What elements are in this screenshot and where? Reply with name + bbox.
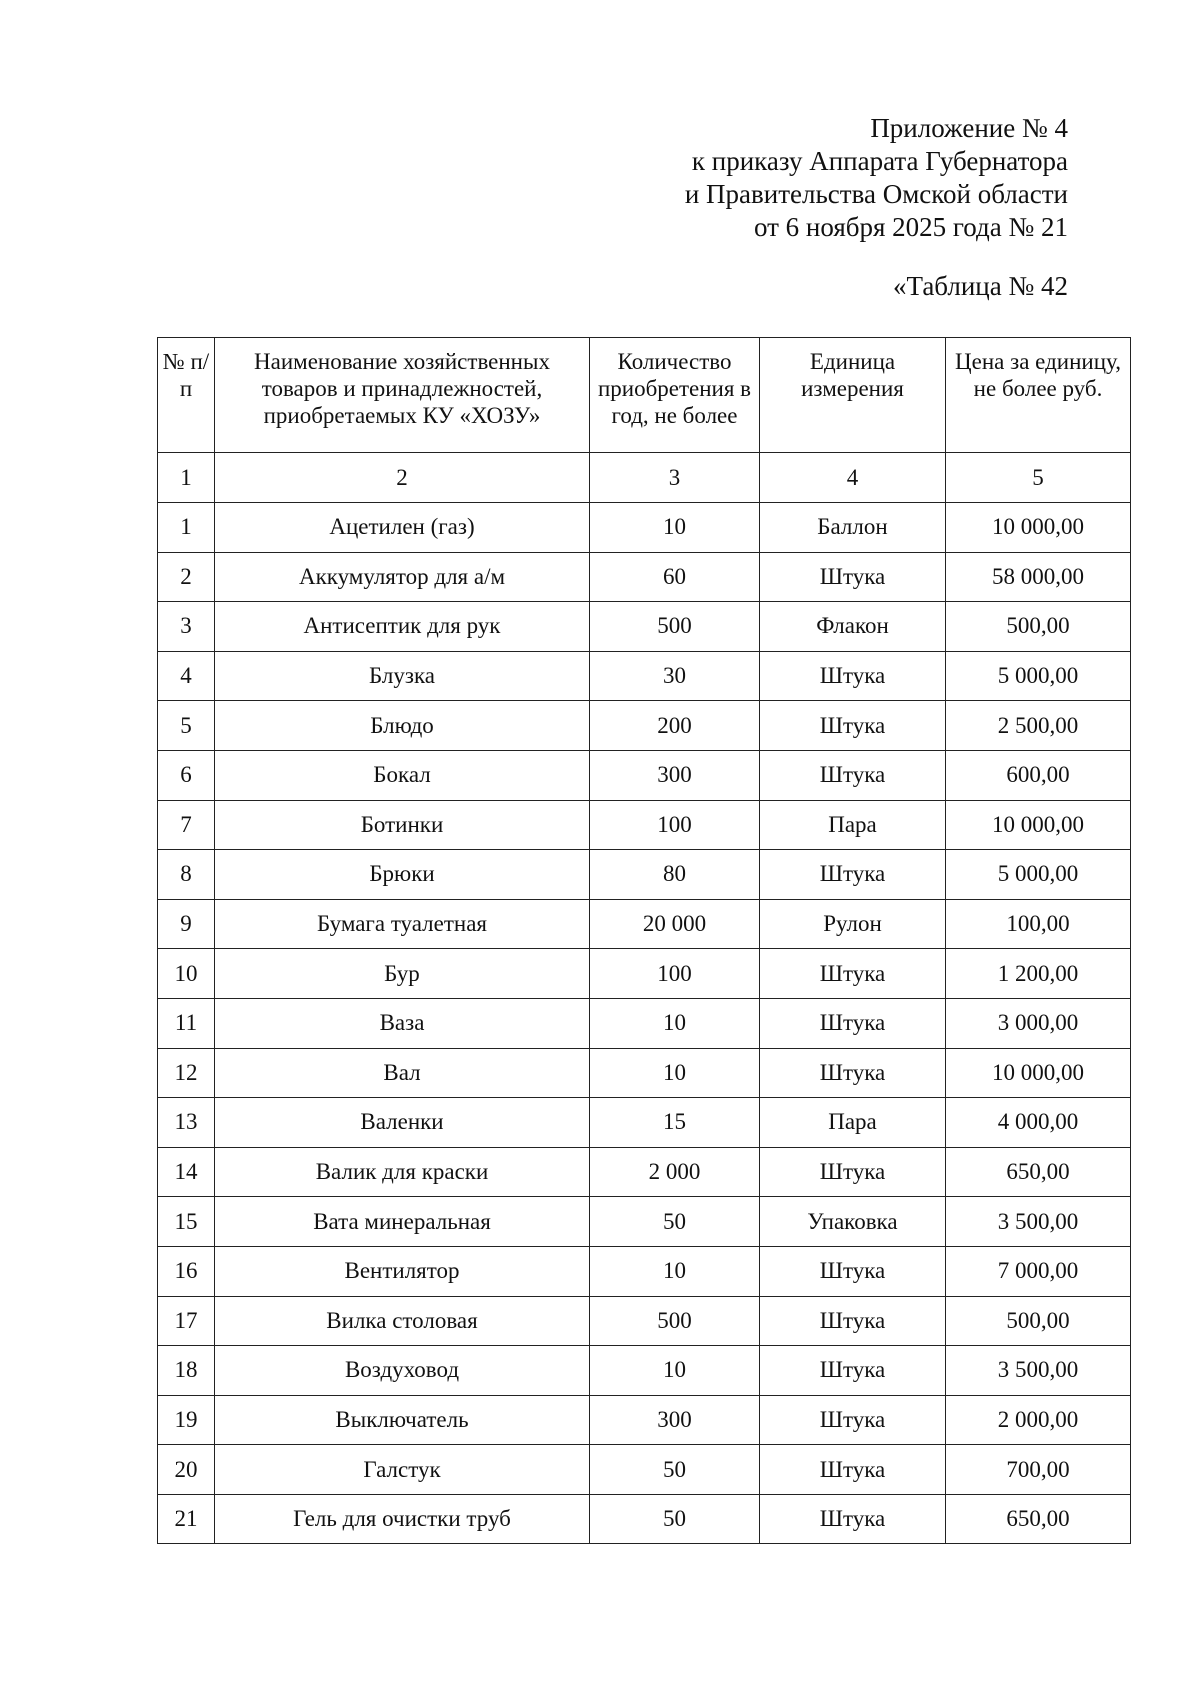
column-number: 3 bbox=[590, 453, 760, 503]
row-number-cell: 11 bbox=[158, 998, 215, 1048]
table-row bbox=[158, 750, 1131, 800]
item-name-cell: Ваза bbox=[215, 998, 590, 1048]
price-cell: 500,00 bbox=[946, 602, 1131, 652]
quantity-cell: 10 bbox=[590, 998, 760, 1048]
row-number-cell: 13 bbox=[158, 1098, 215, 1148]
column-number: 5 bbox=[946, 453, 1131, 503]
unit-cell: Баллон bbox=[760, 503, 946, 553]
row-number-cell: 3 bbox=[158, 602, 215, 652]
appendix-header bbox=[685, 112, 1068, 244]
row-number-cell: 8 bbox=[158, 850, 215, 900]
price-cell: 3 500,00 bbox=[946, 1346, 1131, 1396]
table-header-row bbox=[158, 338, 1131, 453]
quantity-cell: 50 bbox=[590, 1197, 760, 1247]
row-number-cell: 6 bbox=[158, 750, 215, 800]
unit-cell: Штука bbox=[760, 651, 946, 701]
row-number-cell: 21 bbox=[158, 1494, 215, 1544]
item-name-cell: Валик для краски bbox=[215, 1147, 590, 1197]
row-number-cell: 18 bbox=[158, 1346, 215, 1396]
price-cell: 700,00 bbox=[946, 1445, 1131, 1495]
table-row bbox=[158, 1246, 1131, 1296]
quantity-cell: 30 bbox=[590, 651, 760, 701]
unit-cell: Штука bbox=[760, 1048, 946, 1098]
row-number-cell: 12 bbox=[158, 1048, 215, 1098]
table-row bbox=[158, 1494, 1131, 1544]
row-number-cell: 15 bbox=[158, 1197, 215, 1247]
table-body bbox=[158, 503, 1131, 1544]
unit-cell: Штука bbox=[760, 1395, 946, 1445]
table-row bbox=[158, 850, 1131, 900]
row-number-cell: 9 bbox=[158, 899, 215, 949]
order-reference: к приказу Аппарата Губернатора bbox=[691, 146, 1068, 176]
row-number-cell: 20 bbox=[158, 1445, 215, 1495]
row-number-cell: 10 bbox=[158, 949, 215, 999]
column-number: 2 bbox=[215, 453, 590, 503]
price-cell: 100,00 bbox=[946, 899, 1131, 949]
column-number: 4 bbox=[760, 453, 946, 503]
column-header-number: № п/п bbox=[158, 338, 215, 453]
table-row bbox=[158, 1296, 1131, 1346]
unit-cell: Штука bbox=[760, 552, 946, 602]
item-name-cell: Блузка bbox=[215, 651, 590, 701]
unit-cell: Рулон bbox=[760, 899, 946, 949]
price-cell: 3 500,00 bbox=[946, 1197, 1131, 1247]
quantity-cell: 10 bbox=[590, 1048, 760, 1098]
unit-cell: Штука bbox=[760, 1246, 946, 1296]
price-cell: 58 000,00 bbox=[946, 552, 1131, 602]
row-number-cell: 1 bbox=[158, 503, 215, 553]
table-row bbox=[158, 1395, 1131, 1445]
quantity-cell: 100 bbox=[590, 800, 760, 850]
quantity-cell: 300 bbox=[590, 1395, 760, 1445]
item-name-cell: Валенки bbox=[215, 1098, 590, 1148]
price-cell: 5 000,00 bbox=[946, 850, 1131, 900]
quantity-cell: 20 000 bbox=[590, 899, 760, 949]
table-row bbox=[158, 552, 1131, 602]
table-row bbox=[158, 949, 1131, 999]
unit-cell: Пара bbox=[760, 800, 946, 850]
price-cell: 10 000,00 bbox=[946, 800, 1131, 850]
quantity-cell: 10 bbox=[590, 1246, 760, 1296]
quantity-cell: 50 bbox=[590, 1445, 760, 1495]
item-name-cell: Воздуховод bbox=[215, 1346, 590, 1396]
table-row bbox=[158, 503, 1131, 553]
quantity-cell: 10 bbox=[590, 1346, 760, 1396]
row-number-cell: 2 bbox=[158, 552, 215, 602]
quantity-cell: 2 000 bbox=[590, 1147, 760, 1197]
unit-cell: Флакон bbox=[760, 602, 946, 652]
column-header-quantity: Количество приобретения в год, не более bbox=[590, 338, 760, 453]
table-row bbox=[158, 1445, 1131, 1495]
table-row bbox=[158, 1048, 1131, 1098]
price-cell: 600,00 bbox=[946, 750, 1131, 800]
table-row bbox=[158, 651, 1131, 701]
order-date: от 6 ноября 2025 года № 21 bbox=[753, 212, 1068, 242]
price-cell: 3 000,00 bbox=[946, 998, 1131, 1048]
price-cell: 500,00 bbox=[946, 1296, 1131, 1346]
price-cell: 4 000,00 bbox=[946, 1098, 1131, 1148]
row-number-cell: 7 bbox=[158, 800, 215, 850]
unit-cell: Штука bbox=[760, 750, 946, 800]
item-name-cell: Ацетилен (газ) bbox=[215, 503, 590, 553]
quantity-cell: 200 bbox=[590, 701, 760, 751]
item-name-cell: Вата минеральная bbox=[215, 1197, 590, 1247]
unit-cell: Упаковка bbox=[760, 1197, 946, 1247]
row-number-cell: 5 bbox=[158, 701, 215, 751]
table-row bbox=[158, 899, 1131, 949]
table-row bbox=[158, 1147, 1131, 1197]
price-cell: 1 200,00 bbox=[946, 949, 1131, 999]
price-cell: 10 000,00 bbox=[946, 503, 1131, 553]
goods-table bbox=[157, 337, 1131, 1544]
column-header-unit: Единица измерения bbox=[760, 338, 946, 453]
price-cell: 2 500,00 bbox=[946, 701, 1131, 751]
item-name-cell: Аккумулятор для а/м bbox=[215, 552, 590, 602]
item-name-cell: Вал bbox=[215, 1048, 590, 1098]
row-number-cell: 16 bbox=[158, 1246, 215, 1296]
item-name-cell: Ботинки bbox=[215, 800, 590, 850]
item-name-cell: Брюки bbox=[215, 850, 590, 900]
price-cell: 7 000,00 bbox=[946, 1246, 1131, 1296]
unit-cell: Штука bbox=[760, 1296, 946, 1346]
unit-cell: Штука bbox=[760, 1147, 946, 1197]
unit-cell: Пара bbox=[760, 1098, 946, 1148]
item-name-cell: Галстук bbox=[215, 1445, 590, 1495]
item-name-cell: Бумага туалетная bbox=[215, 899, 590, 949]
row-number-cell: 19 bbox=[158, 1395, 215, 1445]
quantity-cell: 500 bbox=[590, 602, 760, 652]
table-row bbox=[158, 602, 1131, 652]
unit-cell: Штука bbox=[760, 1346, 946, 1396]
item-name-cell: Бокал bbox=[215, 750, 590, 800]
appendix-title: Приложение № 4 bbox=[870, 113, 1068, 143]
row-number-cell: 4 bbox=[158, 651, 215, 701]
item-name-cell: Вилка столовая bbox=[215, 1296, 590, 1346]
column-header-name: Наименование хозяйственных товаров и принадлежностей, приобретаемых КУ «ХОЗУ» bbox=[215, 338, 590, 453]
unit-cell: Штука bbox=[760, 949, 946, 999]
row-number-cell: 17 bbox=[158, 1296, 215, 1346]
unit-cell: Штука bbox=[760, 701, 946, 751]
quantity-cell: 500 bbox=[590, 1296, 760, 1346]
quantity-cell: 60 bbox=[590, 552, 760, 602]
quantity-cell: 80 bbox=[590, 850, 760, 900]
unit-cell: Штука bbox=[760, 998, 946, 1048]
item-name-cell: Бур bbox=[215, 949, 590, 999]
table-row bbox=[158, 998, 1131, 1048]
item-name-cell: Гель для очистки труб bbox=[215, 1494, 590, 1544]
table-row bbox=[158, 800, 1131, 850]
price-cell: 10 000,00 bbox=[946, 1048, 1131, 1098]
column-header-price: Цена за единицу, не более руб. bbox=[946, 338, 1131, 453]
table-label: «Таблица № 42 bbox=[893, 271, 1068, 301]
table-row bbox=[158, 1098, 1131, 1148]
quantity-cell: 300 bbox=[590, 750, 760, 800]
item-name-cell: Антисептик для рук bbox=[215, 602, 590, 652]
quantity-cell: 50 bbox=[590, 1494, 760, 1544]
price-cell: 650,00 bbox=[946, 1147, 1131, 1197]
table-row bbox=[158, 701, 1131, 751]
price-cell: 2 000,00 bbox=[946, 1395, 1131, 1445]
item-name-cell: Блюдо bbox=[215, 701, 590, 751]
column-number: 1 bbox=[158, 453, 215, 503]
quantity-cell: 15 bbox=[590, 1098, 760, 1148]
item-name-cell: Вентилятор bbox=[215, 1246, 590, 1296]
item-name-cell: Выключатель bbox=[215, 1395, 590, 1445]
table-row bbox=[158, 1197, 1131, 1247]
quantity-cell: 10 bbox=[590, 503, 760, 553]
price-cell: 5 000,00 bbox=[946, 651, 1131, 701]
unit-cell: Штука bbox=[760, 1445, 946, 1495]
column-number-row bbox=[158, 453, 1131, 503]
row-number-cell: 14 bbox=[158, 1147, 215, 1197]
unit-cell: Штука bbox=[760, 1494, 946, 1544]
unit-cell: Штука bbox=[760, 850, 946, 900]
price-cell: 650,00 bbox=[946, 1494, 1131, 1544]
table-row bbox=[158, 1346, 1131, 1396]
quantity-cell: 100 bbox=[590, 949, 760, 999]
issuing-authority: и Правительства Омской области bbox=[684, 179, 1068, 209]
